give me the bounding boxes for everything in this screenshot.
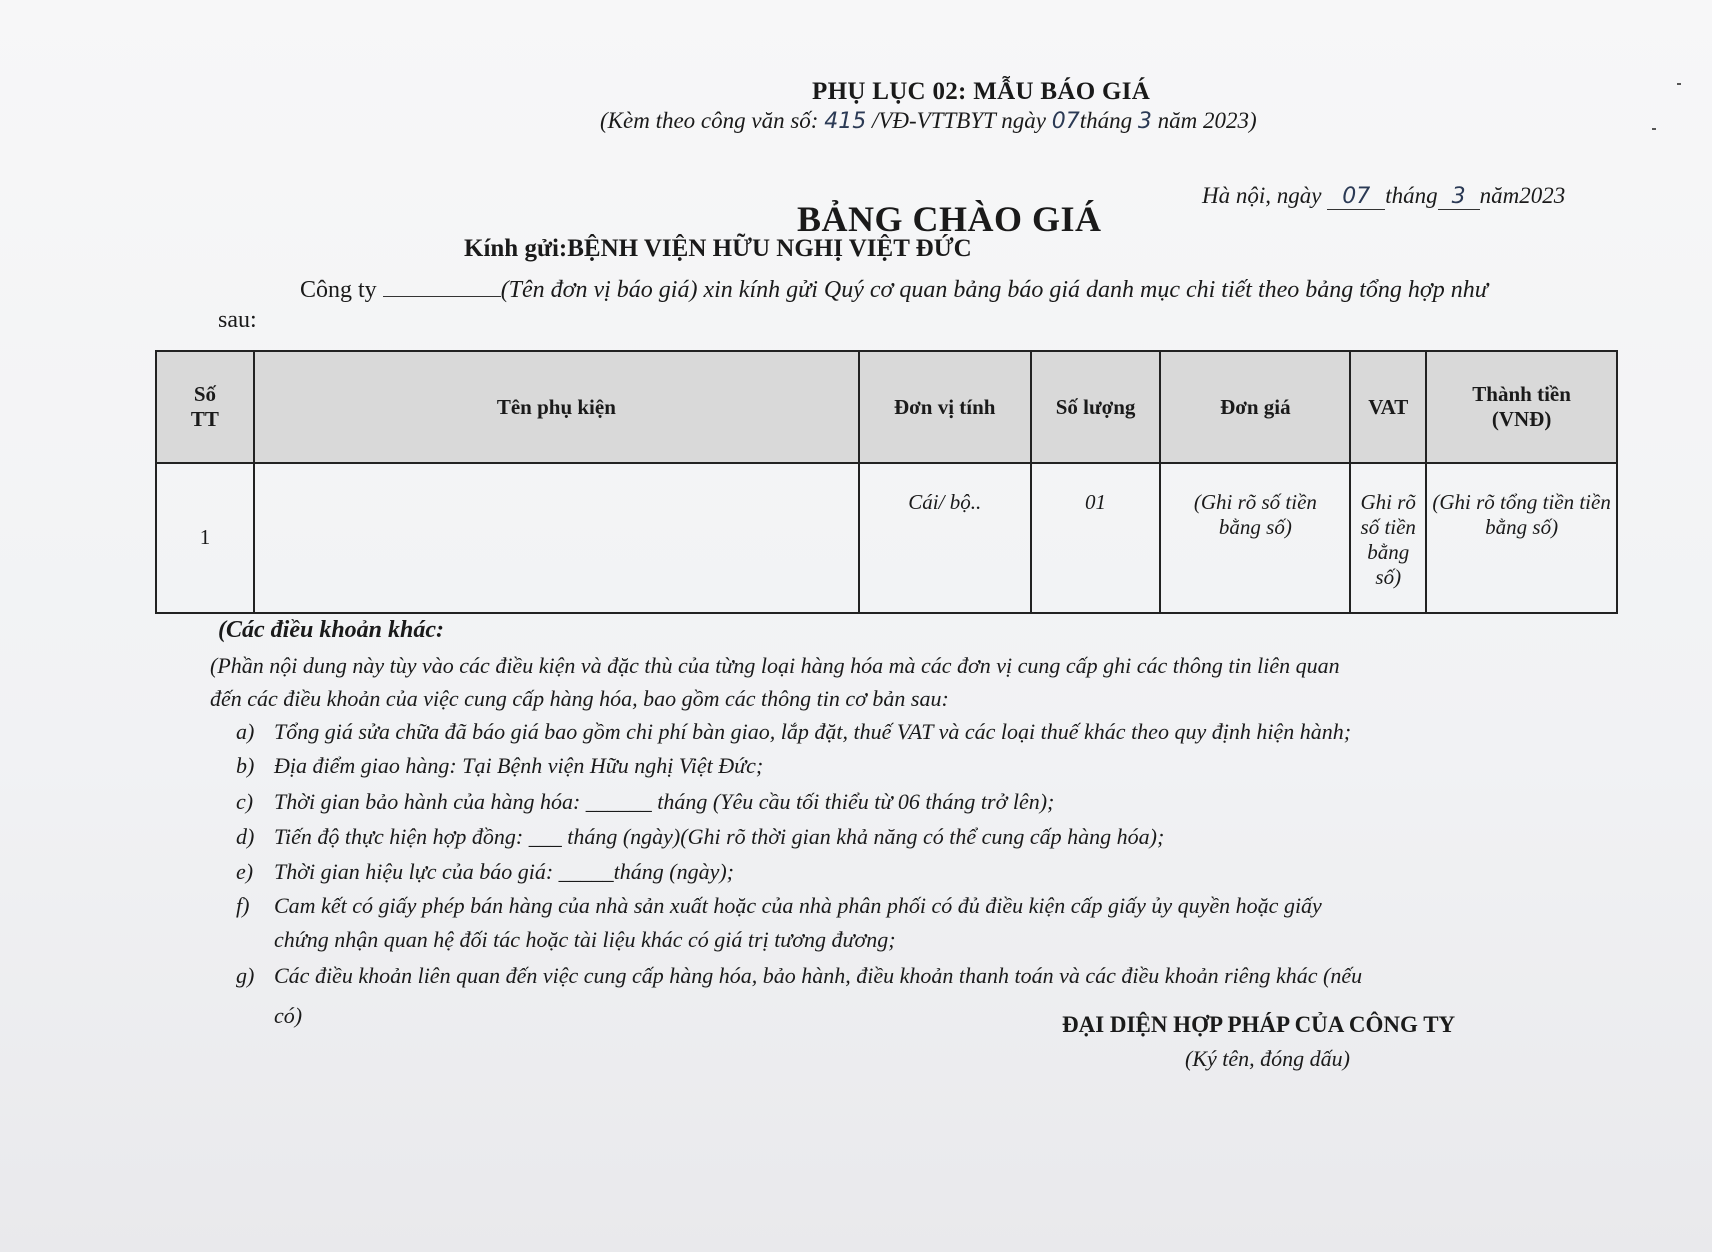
- term-item-g-cont: có): [274, 1003, 303, 1028]
- cell-total: (Ghi rõ tổng tiền tiền bằng số): [1426, 463, 1617, 613]
- header-qty: Số lượng: [1031, 351, 1161, 463]
- reference-month: 3: [1137, 109, 1152, 134]
- date-prefix: Hà nội, ngày: [1202, 183, 1322, 208]
- terms-intro-1: (Phần nội dung này tùy vào các điều kiện và đặc thù của từng loại hàng hóa mà các đơn vị cung cấp ghi các thông tin liên quan: [210, 653, 1340, 678]
- intro-line: [300, 276, 1488, 304]
- paper-speck: [1652, 128, 1656, 130]
- reference-number: 415: [824, 109, 867, 134]
- cell-qty: 01: [1031, 463, 1161, 613]
- quote-table: [155, 350, 1618, 614]
- paper-speck: [1677, 83, 1681, 85]
- term-item-d: d) Tiến độ thực hiện hợp đồng: ___ tháng (ngày)(Ghi rõ thời gian khả năng có thể cung cấp hàng hóa);: [236, 824, 1165, 849]
- cell-stt: 1: [156, 463, 254, 613]
- intro-text: (Tên đơn vị báo giá) xin kính gửi Quý cơ quan bảng báo giá danh mục chi tiết theo bảng tổng hợp như: [500, 277, 1488, 303]
- date-day: 07: [1327, 184, 1385, 210]
- term-item-e: e) Thời gian hiệu lực của báo giá: _____tháng (ngày);: [236, 859, 735, 884]
- header-unit: Đơn vị tính: [859, 351, 1031, 463]
- header-stt: Số TT: [156, 351, 254, 463]
- term-item-b: b) Địa điểm giao hàng: Tại Bệnh viện Hữu nghị Việt Đức;: [236, 753, 764, 778]
- document-title: BẢNG CHÀO GIÁ: [797, 199, 1102, 239]
- reference-middle: /VĐ-VTTBYT ngày: [871, 108, 1046, 133]
- reference-day: 07: [1051, 109, 1080, 134]
- term-item-f: f) Cam kết có giấy phép bán hàng của nhà sản xuất hoặc của nhà phân phối có đủ điều kiện cấp giấy ủy quyền hoặc giấy: [236, 893, 1322, 918]
- company-label: Công ty: [300, 277, 377, 303]
- reference-suffix: năm 2023): [1157, 108, 1257, 133]
- table-header-row: [156, 351, 1617, 463]
- date-year: năm2023: [1479, 183, 1566, 208]
- reference-line: [600, 108, 1257, 134]
- date-month: 3: [1438, 184, 1480, 210]
- intro-continuation: sau:: [218, 307, 257, 333]
- term-item-f-cont: chứng nhận quan hệ đối tác hoặc tài liệu khác có giá trị tương đương;: [274, 927, 896, 952]
- date-month-word: tháng: [1385, 183, 1438, 208]
- appendix-title: PHỤ LỤC 02: MẪU BÁO GIÁ: [812, 78, 1151, 105]
- term-item-a: a) Tổng giá sửa chữa đã báo giá bao gồm chi phí bàn giao, lắp đặt, thuế VAT và các loại thuế khác theo quy định hiện hành;: [236, 719, 1352, 744]
- header-total: Thành tiền (VNĐ): [1426, 351, 1617, 463]
- company-blank: [383, 276, 501, 297]
- header-vat: VAT: [1350, 351, 1426, 463]
- signature-note: (Ký tên, đóng dấu): [1185, 1046, 1350, 1071]
- cell-unit: Cái/ bộ..: [859, 463, 1031, 613]
- header-name: Tên phụ kiện: [254, 351, 859, 463]
- term-item-g: g) Các điều khoản liên quan đến việc cung cấp hàng hóa, bảo hành, điều khoản thanh toán và các điều khoản riêng khác (nếu: [236, 963, 1363, 988]
- header-price: Đơn giá: [1160, 351, 1350, 463]
- reference-prefix: (Kèm theo công văn số:: [600, 108, 819, 133]
- term-item-c: c) Thời gian bảo hành của hàng hóa: ______ tháng (Yêu cầu tối thiểu từ 06 tháng trở lên);: [236, 789, 1055, 814]
- cell-vat: Ghi rõ số tiền bằng số): [1350, 463, 1426, 613]
- signature-title: ĐẠI DIỆN HỢP PHÁP CỦA CÔNG TY: [1062, 1012, 1456, 1037]
- cell-name: [254, 463, 859, 613]
- date-line: [1202, 183, 1565, 210]
- cell-price: (Ghi rõ số tiền bằng số): [1160, 463, 1350, 613]
- recipient-line: Kính gửi:BỆNH VIỆN HỮU NGHỊ VIỆT ĐỨC: [464, 235, 972, 262]
- terms-heading: (Các điều khoản khác:: [218, 617, 445, 643]
- terms-intro-2: đến các điều khoản của việc cung cấp hàng hóa, bao gồm các thông tin cơ bản sau:: [210, 686, 949, 711]
- reference-month-word: tháng: [1079, 108, 1133, 133]
- table-row: [156, 463, 1617, 613]
